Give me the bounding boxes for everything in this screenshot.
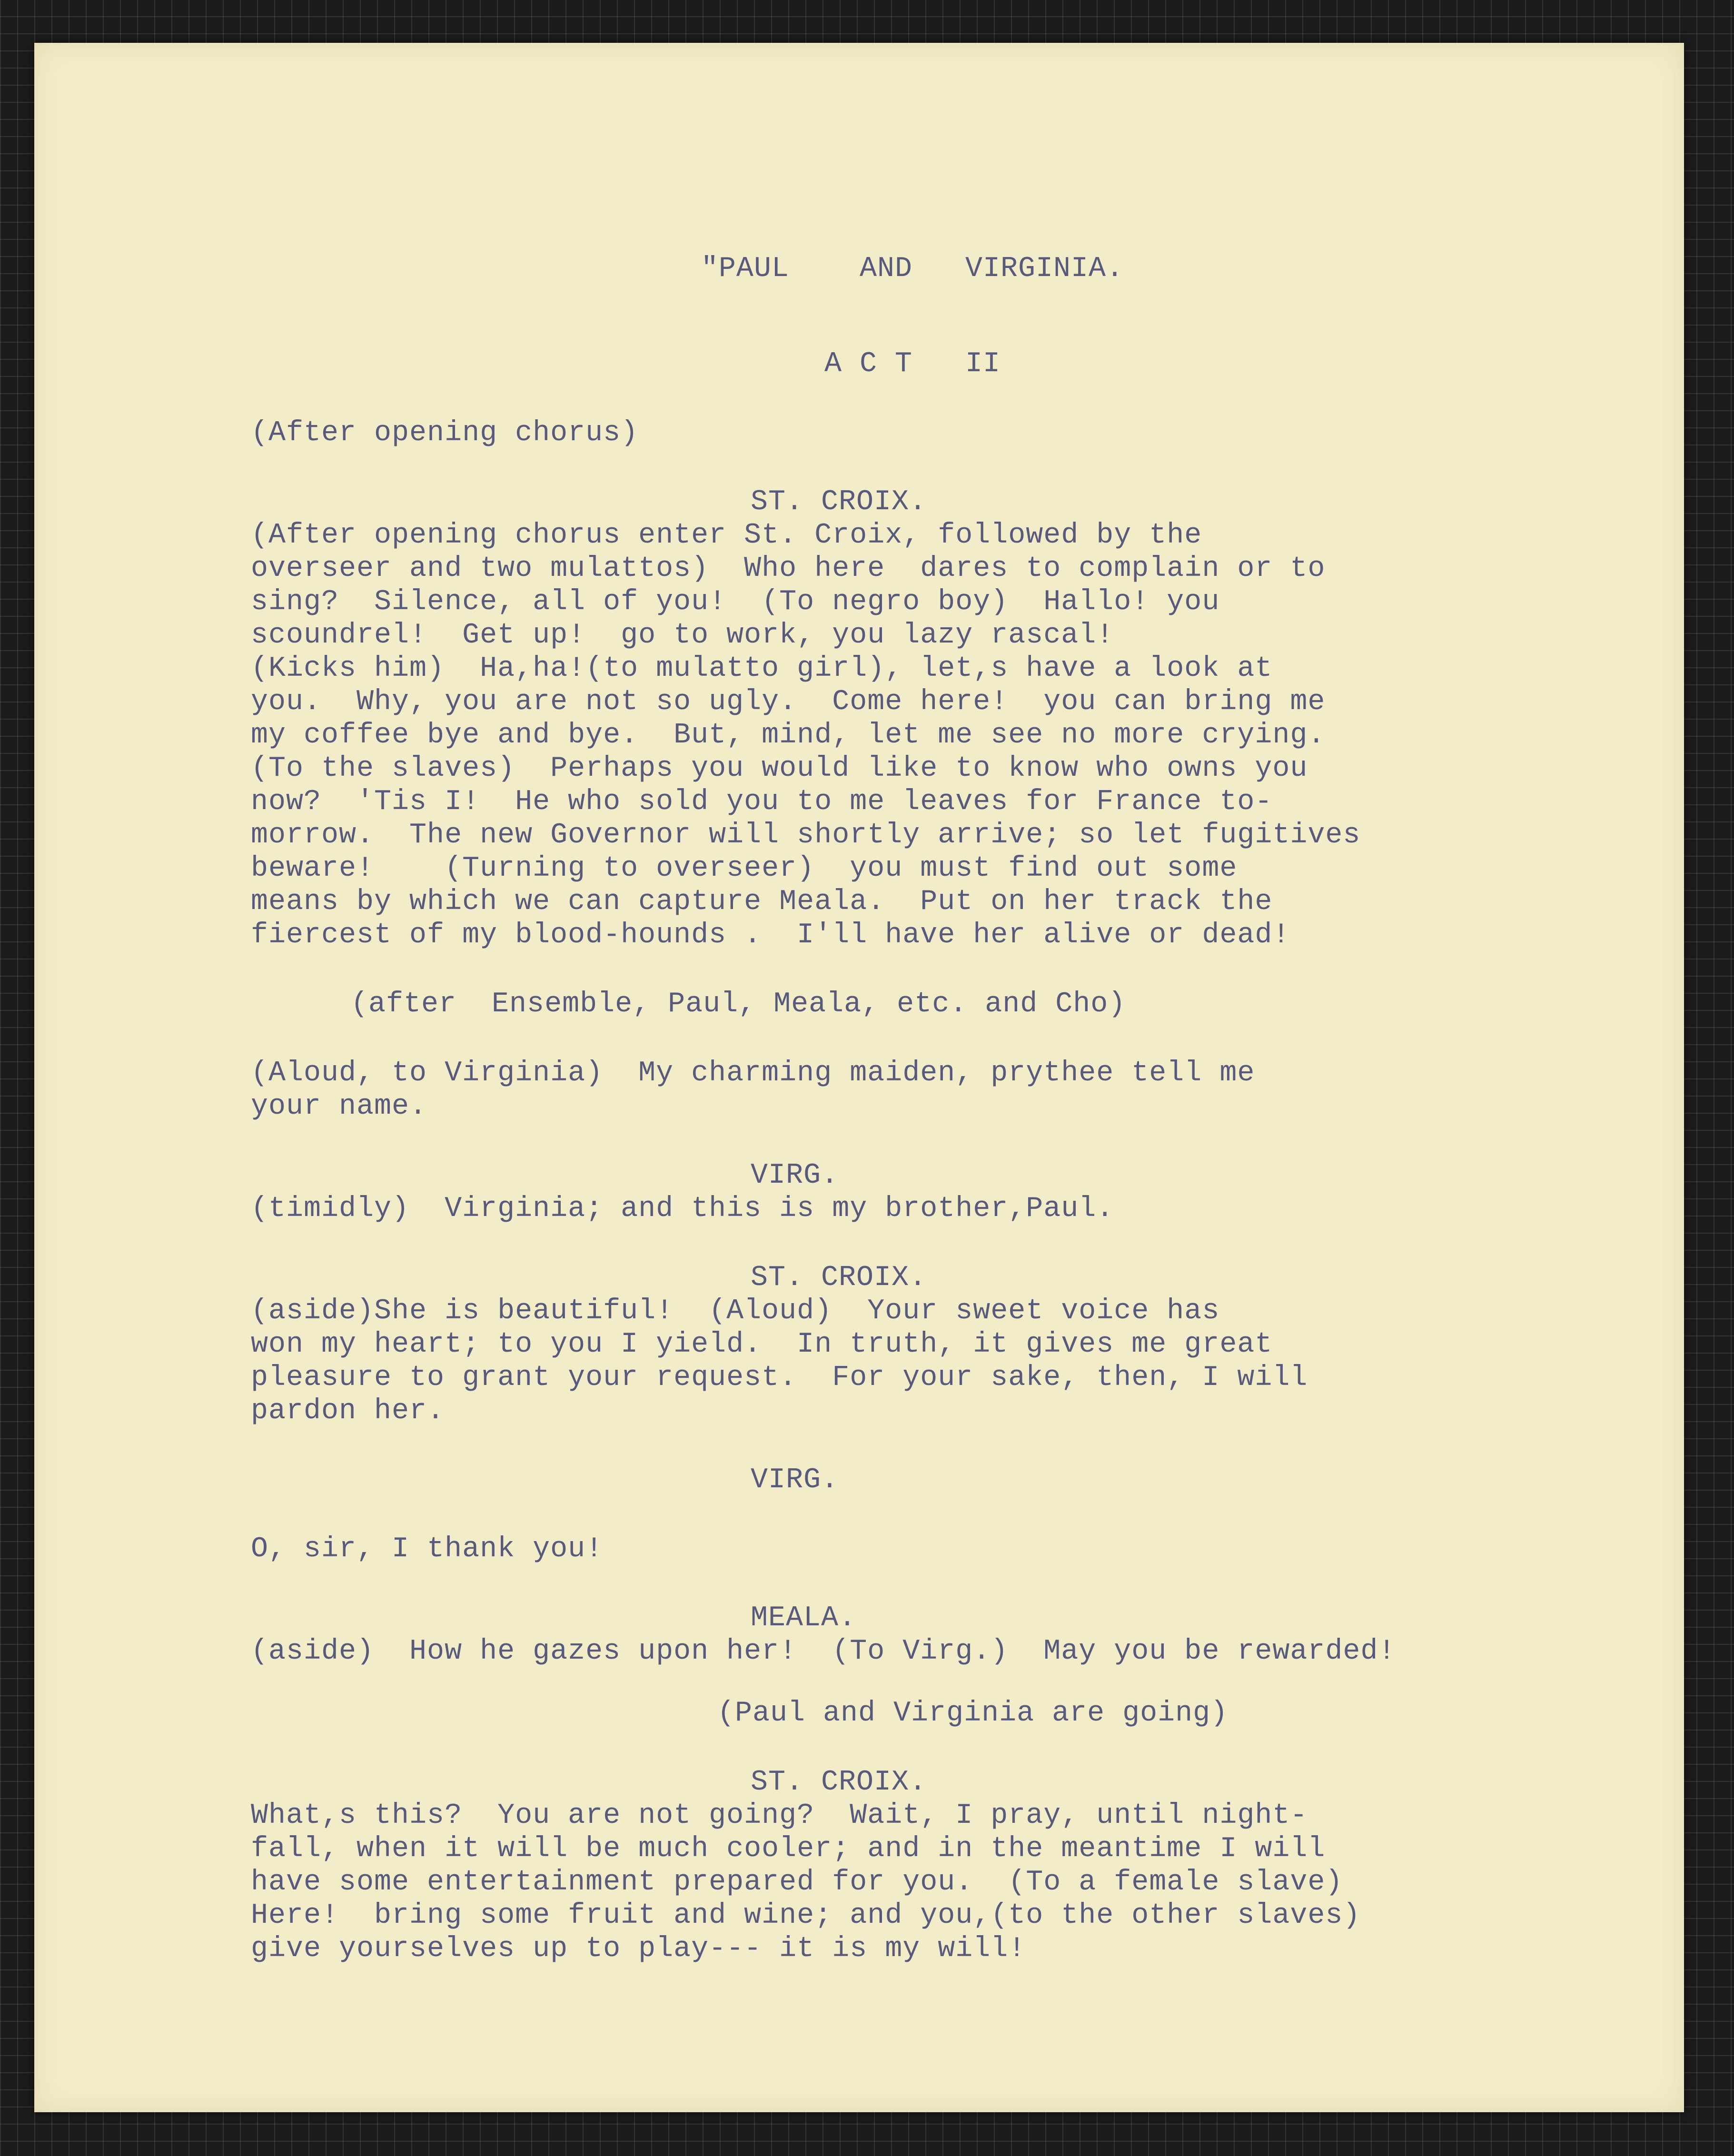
dialogue-line: now? 'Tis I! He who sold you to me leaves for France to-: [251, 786, 1273, 818]
dialogue-block: [251, 1192, 1536, 1226]
dialogue-block: [251, 1635, 1536, 1668]
dialogue-line: (aside) How he gazes upon her! (To Virg.) May you be rewarded!: [251, 1635, 1396, 1668]
dialogue-block: [251, 519, 1536, 952]
dialogue-line: overseer and two mulattos) Who here dares to complain or to: [251, 553, 1326, 585]
dialogue-line: give yourselves up to play--- it is my will!: [251, 1933, 1026, 1965]
dialogue-line: Here! bring some fruit and wine; and you,(to the other slaves): [251, 1899, 1361, 1932]
dialogue-block: [251, 1799, 1536, 1966]
stage-direction-ensemble: (after Ensemble, Paul, Meala, etc. and Cho): [351, 988, 1126, 1020]
dialogue-line: (timidly) Virginia; and this is my brother,Paul.: [251, 1193, 1114, 1225]
stage-direction-intro: (After opening chorus): [251, 417, 639, 449]
dialogue-line: (aside)She is beautiful! (Aloud) Your sweet voice has: [251, 1295, 1220, 1327]
speaker-st-croix: ST. CROIX.: [751, 1766, 927, 1799]
dialogue-block: [251, 1295, 1536, 1428]
dialogue-line: your name.: [251, 1090, 427, 1123]
dialogue-block: [251, 1057, 1536, 1123]
dialogue-line: morrow. The new Governor will shortly arrive; so let fugitives: [251, 819, 1361, 851]
dialogue-line: won my heart; to you I yield. In truth, it gives me great: [251, 1328, 1273, 1361]
stage-direction-exit: (Paul and Virginia are going): [717, 1697, 1229, 1730]
dialogue-line: have some entertainment prepared for you. (To a female slave): [251, 1866, 1343, 1899]
dialogue-line: fall, when it will be much cooler; and in the meantime I will: [251, 1833, 1326, 1865]
dialogue-line: sing? Silence, all of you! (To negro boy) Hallo! you: [251, 586, 1220, 618]
dialogue-line: pleasure to grant your request. For your sake, then, I will: [251, 1362, 1308, 1394]
dialogue-line: What,s this? You are not going? Wait, I pray, until night-: [251, 1800, 1308, 1832]
dialogue-line: beware! (Turning to overseer) you must find out some: [251, 852, 1238, 885]
dialogue-line: my coffee bye and bye. But, mind, let me see no more crying.: [251, 719, 1326, 752]
typescript-page: [34, 43, 1684, 2112]
dialogue-block: [251, 1533, 1536, 1566]
script-text: [251, 252, 1536, 1966]
dialogue-line: you. Why, you are not so ugly. Come here! you can bring me: [251, 686, 1326, 718]
speaker-st-croix: ST. CROIX.: [751, 486, 927, 518]
dialogue-line: pardon her.: [251, 1395, 445, 1427]
dialogue-line: O, sir, I thank you!: [251, 1533, 604, 1565]
dialogue-line: (Kicks him) Ha,ha!(to mulatto girl), let,s have a look at: [251, 653, 1273, 685]
speaker-virg: VIRG.: [751, 1159, 839, 1192]
speaker-st-croix: ST. CROIX.: [751, 1262, 927, 1294]
speaker-meala: MEALA.: [751, 1602, 857, 1634]
dialogue-line: (To the slaves) Perhaps you would like to know who owns you: [251, 752, 1308, 785]
speaker-virg: VIRG.: [751, 1464, 839, 1496]
dialogue-line: scoundrel! Get up! go to work, you lazy rascal!: [251, 619, 1114, 652]
dialogue-line: (After opening chorus enter St. Croix, followed by the: [251, 519, 1202, 552]
page-title: "PAUL AND VIRGINIA.: [701, 253, 1124, 285]
dialogue-line: (Aloud, to Virginia) My charming maiden, prythee tell me: [251, 1057, 1255, 1089]
act-heading: A C T II: [824, 348, 1001, 380]
dialogue-line: means by which we can capture Meala. Put on her track the: [251, 886, 1273, 918]
dialogue-line: fiercest of my blood-hounds . I'll have her alive or dead!: [251, 919, 1290, 951]
